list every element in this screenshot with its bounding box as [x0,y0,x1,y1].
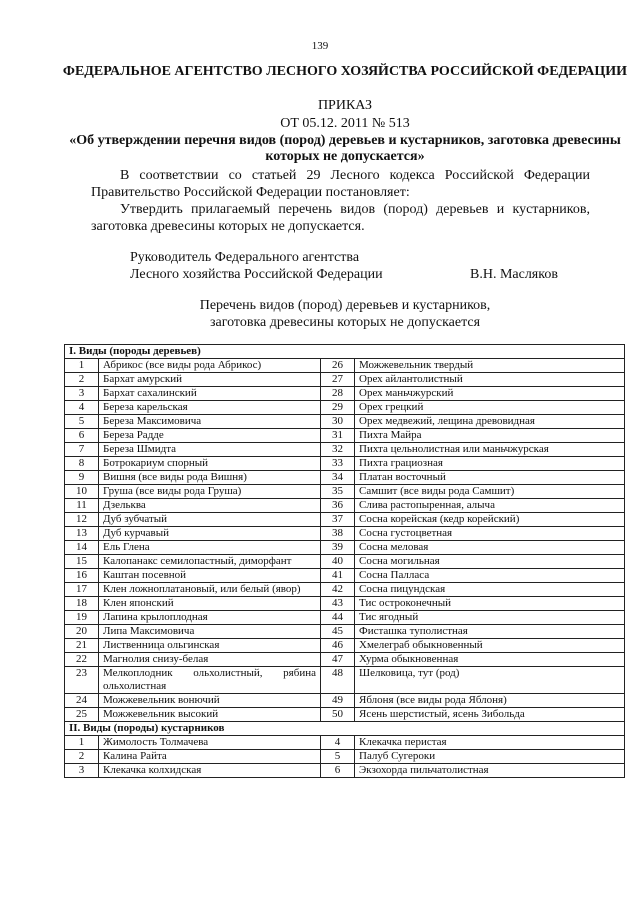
tree-row [65,625,625,639]
shrubs-section-header-label: II. Виды (породы) кустарников [65,722,625,736]
species-name: Палуб Сугероки [355,750,625,764]
trees-section-header [65,345,625,359]
paragraph-2-line-1: Утвердить прилагаемый перечень видов (пород) деревьев и кустарников, [120,202,590,217]
list-title-line-2: заготовка древесины которых не допускается [209,315,481,330]
signature-position-line-1: Руководитель Федерального агентства [130,250,360,265]
species-name: Липа Максимовича [99,625,321,639]
row-number: 27 [321,373,355,387]
tree-row [65,387,625,401]
row-number: 10 [65,485,99,499]
row-number: 20 [65,625,99,639]
row-number: 24 [65,694,99,708]
tree-row [65,639,625,653]
tree-row [65,359,625,373]
species-name: Сосна Палласа [355,569,625,583]
species-name: Шелковица, тут (род) [355,667,625,694]
species-name: Тис ягодный [355,611,625,625]
row-number: 1 [65,359,99,373]
row-number: 49 [321,694,355,708]
tree-row [65,373,625,387]
signature-position-line-2: Лесного хозяйства Российской Федерации [130,267,383,282]
row-number: 9 [65,471,99,485]
row-number: 5 [65,415,99,429]
species-name: Груша (все виды рода Груша) [99,485,321,499]
species-name: Клекачка колхидская [99,764,321,778]
species-name: Бархат амурский [99,373,321,387]
row-number: 50 [321,708,355,722]
species-name: Береза карельская [99,401,321,415]
species-table [64,344,625,778]
tree-row [65,499,625,513]
row-number: 25 [65,708,99,722]
row-number: 2 [65,750,99,764]
row-number: 11 [65,499,99,513]
species-name: Можжевельник вонючий [99,694,321,708]
row-number: 31 [321,429,355,443]
row-number: 43 [321,597,355,611]
species-name: Хурма обыкновенная [355,653,625,667]
species-name: Клен японский [99,597,321,611]
row-number: 8 [65,457,99,471]
species-name: Сосна густоцветная [355,527,625,541]
species-name: Сосна пицундская [355,583,625,597]
row-number: 22 [65,653,99,667]
species-name: Яблоня (все виды рода Яблоня) [355,694,625,708]
row-number: 32 [321,443,355,457]
row-number: 47 [321,653,355,667]
species-name: Калина Райта [99,750,321,764]
tree-row [65,694,625,708]
row-number: 23 [65,667,99,694]
row-number: 15 [65,555,99,569]
species-name: Дуб курчавый [99,527,321,541]
tree-row [65,415,625,429]
row-number: 3 [65,764,99,778]
tree-row [65,401,625,415]
row-number: 18 [65,597,99,611]
species-name: Самшит (все виды рода Самшит) [355,485,625,499]
row-number: 19 [65,611,99,625]
species-name: Бархат сахалинский [99,387,321,401]
shrub-row [65,736,625,750]
species-name: Орех медвежий, лещина древовидная [355,415,625,429]
row-number: 36 [321,499,355,513]
row-number: 1 [65,736,99,750]
tree-row [65,471,625,485]
species-name: Сосна корейская (кедр корейский) [355,513,625,527]
species-name: Пихта Майра [355,429,625,443]
tree-row [65,667,625,694]
row-number: 34 [321,471,355,485]
row-number: 16 [65,569,99,583]
species-name: Пихта грациозная [355,457,625,471]
tree-row [65,555,625,569]
species-name: Береза Радде [99,429,321,443]
row-number: 30 [321,415,355,429]
species-name: Ель Глена [99,541,321,555]
species-name: Слива растопыренная, алыча [355,499,625,513]
species-name: Вишня (все виды рода Вишня) [99,471,321,485]
species-name: Лапина крылоплодная [99,611,321,625]
species-name: Каштан посевной [99,569,321,583]
species-name: Экзохорда пильчатолистная [355,764,625,778]
row-number: 48 [321,667,355,694]
agency-title: ФЕДЕРАЛЬНОЕ АГЕНТСТВО ЛЕСНОГО ХОЗЯЙСТВА РОССИЙСКОЙ ФЕДЕРАЦИИ [62,64,628,79]
shrub-row [65,750,625,764]
species-name: Береза Шмидта [99,443,321,457]
species-name: Береза Максимовича [99,415,321,429]
order-heading: ПРИКАЗ [317,98,373,113]
row-number: 26 [321,359,355,373]
row-number: 7 [65,443,99,457]
page-number: 139 [311,40,329,52]
species-name: Можжевельник высокий [99,708,321,722]
paragraph-1-line-1: В соответствии со статьей 29 Лесного кодекса Российской Федерации [120,168,590,183]
row-number: 38 [321,527,355,541]
row-number: 44 [321,611,355,625]
tree-row [65,708,625,722]
species-name: Жимолость Толмачева [99,736,321,750]
tree-row [65,527,625,541]
tree-row [65,485,625,499]
species-name: Платан восточный [355,471,625,485]
species-name: Мелкоплодник ольхолистный, рябина ольхолистная [99,667,321,694]
tree-row [65,513,625,527]
species-name: Фисташка туполистная [355,625,625,639]
tree-row [65,443,625,457]
paragraph-2-line-2: заготовка древесины которых не допускается. [91,219,365,234]
species-name: Сосна могильная [355,555,625,569]
row-number: 17 [65,583,99,597]
trees-section-header-label: I. Виды (породы деревьев) [65,345,625,359]
row-number: 29 [321,401,355,415]
species-table-body [65,345,625,778]
order-date: ОТ 05.12. 2011 № 513 [280,116,410,131]
species-name: Сосна меловая [355,541,625,555]
row-number: 28 [321,387,355,401]
species-name: Дзельква [99,499,321,513]
row-number: 39 [321,541,355,555]
row-number: 35 [321,485,355,499]
tree-row [65,541,625,555]
row-number: 6 [65,429,99,443]
tree-row [65,611,625,625]
species-name: Магнолия снизу-белая [99,653,321,667]
row-number: 46 [321,639,355,653]
species-name: Хмелеграб обыкновенный [355,639,625,653]
row-number: 40 [321,555,355,569]
tree-row [65,457,625,471]
shrub-row [65,764,625,778]
species-name: Калопанакс семилопастный, диморфант [99,555,321,569]
row-number: 3 [65,387,99,401]
species-name: Орех маньчжурский [355,387,625,401]
species-name: Ботрокариум спорный [99,457,321,471]
signature-name: В.Н. Масляков [470,267,558,282]
species-name: Клен ложноплатановый, или белый (явор) [99,583,321,597]
row-number: 21 [65,639,99,653]
species-name: Орех айлантолистный [355,373,625,387]
row-number: 41 [321,569,355,583]
species-name: Можжевельник твердый [355,359,625,373]
row-number: 6 [321,764,355,778]
tree-row [65,429,625,443]
row-number: 5 [321,750,355,764]
row-number: 33 [321,457,355,471]
species-name: Клекачка перистая [355,736,625,750]
species-name: Дуб зубчатый [99,513,321,527]
row-number: 37 [321,513,355,527]
shrubs-section-header [65,722,625,736]
row-number: 12 [65,513,99,527]
species-name: Абрикос (все виды рода Абрикос) [99,359,321,373]
tree-row [65,597,625,611]
row-number: 2 [65,373,99,387]
paragraph-1-line-2: Правительство Российской Федерации постановляет: [91,185,410,200]
species-name: Орех грецкий [355,401,625,415]
species-name: Лиственница ольгинская [99,639,321,653]
row-number: 4 [321,736,355,750]
species-name: Тис остроконечный [355,597,625,611]
tree-row [65,653,625,667]
row-number: 45 [321,625,355,639]
row-number: 4 [65,401,99,415]
row-number: 13 [65,527,99,541]
tree-row [65,583,625,597]
row-number: 42 [321,583,355,597]
list-title-line-1: Перечень видов (пород) деревьев и кустарников, [199,298,491,313]
row-number: 14 [65,541,99,555]
species-name: Пихта цельнолистная или маньчжурская [355,443,625,457]
tree-row [65,569,625,583]
order-subject: «Об утверждении перечня видов (пород) деревьев и кустарников, заготовка древесины которых не допускается» [69,133,621,164]
species-name: Ясень шерстистый, ясень Зибольда [355,708,625,722]
